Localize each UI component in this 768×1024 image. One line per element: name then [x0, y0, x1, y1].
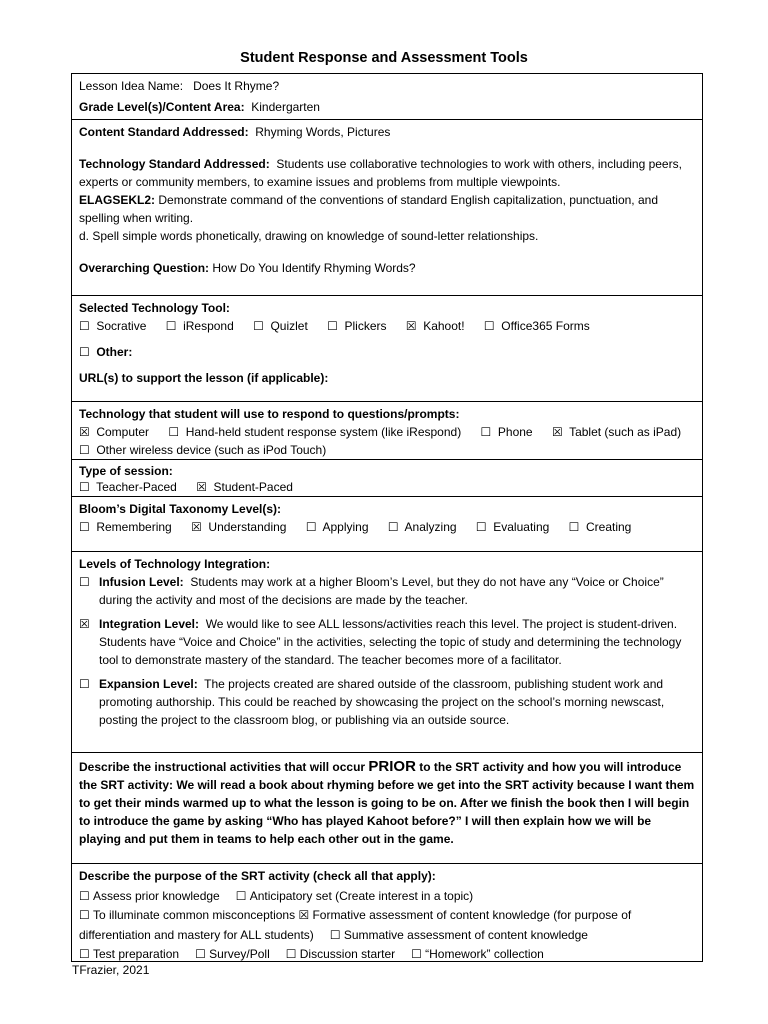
- technology-tool-section: [72, 295, 702, 401]
- checkbox-icon[interactable]: ☐: [79, 443, 90, 457]
- tool-option-label: Office365 Forms: [501, 319, 590, 333]
- footer-credit: TFrazier, 2021: [72, 963, 150, 977]
- level-name: Infusion Level:: [99, 575, 184, 589]
- checked-checkbox-icon[interactable]: ☒: [196, 480, 207, 494]
- tool-option-label: Quizlet: [270, 319, 308, 333]
- purpose-option-label: Assess prior knowledge: [93, 888, 220, 903]
- level-description: The projects created are shared outside of the classroom, publishing student work and promoting authorship. This could be reached by showcasing the project on the school’s morning newscast, posting the project to the classroom blog, or publishing via an outside source.: [99, 677, 665, 727]
- session-option-label: Student-Paced: [213, 480, 293, 494]
- blooms-options: [79, 518, 695, 536]
- checked-checkbox-icon[interactable]: ☒: [551, 425, 563, 439]
- content-standard-label: Content Standard Addressed:: [79, 125, 249, 139]
- checked-checkbox-icon[interactable]: ☒: [79, 425, 90, 439]
- tool-option-kahoot[interactable]: [406, 317, 465, 335]
- session-option-label: Teacher-Paced: [96, 480, 177, 494]
- device-option-handheld[interactable]: [168, 423, 461, 441]
- level-name: Expansion Level:: [99, 677, 198, 691]
- level-description: We would like to see ALL lessons/activities reach this level. The project is student-driven. Students have “Voice and Choice” in the activities, selecting the topic of study and determining the technology tool to demonstrate mastery of the standard. The teacher becomes more of a facilitator.: [99, 617, 682, 667]
- checkbox-icon[interactable]: ☐: [329, 927, 341, 942]
- purpose-option-label: Anticipatory set (Create interest in a topic): [249, 888, 474, 903]
- integration-option-expansion[interactable]: [79, 675, 695, 729]
- checked-checkbox-icon[interactable]: ☒: [405, 319, 417, 333]
- purpose-option-anticipatory-set[interactable]: [236, 887, 473, 907]
- checkbox-icon[interactable]: ☐: [285, 947, 297, 961]
- lesson-section: [72, 74, 702, 119]
- integration-option-integration[interactable]: [79, 615, 695, 669]
- prior-activities-section: [72, 752, 702, 863]
- tool-option-irespond[interactable]: [166, 317, 234, 335]
- tool-option-label: Plickers: [344, 319, 387, 333]
- session-option-teacher-paced[interactable]: [79, 479, 177, 495]
- checkbox-icon[interactable]: ☐: [79, 319, 90, 333]
- purpose-option-label: Test preparation: [93, 947, 180, 961]
- lesson-name-value: Does It Rhyme?: [193, 79, 280, 93]
- blooms-option-label: Creating: [585, 520, 632, 534]
- prior-text-before: Describe the instructional activities that will occur: [79, 760, 369, 774]
- level-name: Integration Level:: [99, 617, 200, 631]
- purpose-option-label: Formative assessment of content knowledge (for purpose of differentiation and mastery for ALL students): [79, 908, 632, 942]
- grade-label: Grade Level(s)/Content Area:: [79, 100, 245, 114]
- blooms-option-analyzing[interactable]: [388, 518, 457, 536]
- document-title: Student Response and Assessment Tools: [240, 50, 528, 66]
- overarching-question-value: How Do You Identify Rhyming Words?: [212, 261, 416, 275]
- tool-option-other[interactable]: [79, 343, 695, 361]
- level-description: Students may work at a higher Bloom’s Level, but they do not have any “Voice or Choice” during the activity and most of the decisions are made by the teacher.: [99, 575, 664, 607]
- checkbox-icon[interactable]: ☐: [79, 575, 90, 589]
- tool-option-quizlet[interactable]: [253, 317, 308, 335]
- standards-section: [72, 119, 702, 295]
- assessment-form: [71, 73, 703, 962]
- session-label: Type of session:: [79, 464, 173, 478]
- checkbox-icon[interactable]: ☐: [195, 947, 206, 961]
- device-option-phone[interactable]: [481, 423, 533, 441]
- purpose-option-misconceptions[interactable]: [79, 906, 295, 926]
- device-option-label: Hand-held student response system (like iRespond): [185, 425, 462, 439]
- blooms-section: [72, 496, 702, 551]
- purpose-option-test-prep[interactable]: [79, 945, 179, 961]
- checkbox-icon[interactable]: ☐: [79, 520, 90, 534]
- tool-option-socrative[interactable]: [79, 317, 146, 335]
- device-option-tablet[interactable]: [552, 423, 681, 441]
- checkbox-icon[interactable]: ☐: [411, 947, 422, 961]
- purpose-option-label: Survey/Poll: [209, 947, 270, 961]
- purpose-option-discussion-starter[interactable]: [286, 945, 395, 961]
- blooms-option-label: Remembering: [96, 520, 172, 534]
- checkbox-icon[interactable]: ☐: [79, 908, 90, 922]
- ela-standard-label: ELAGSEKL2:: [79, 193, 156, 207]
- blooms-option-label: Applying: [322, 520, 369, 534]
- device-option-computer[interactable]: [79, 423, 149, 441]
- session-options: [79, 479, 695, 495]
- purpose-label: Describe the purpose of the SRT activity (check all that apply):: [79, 869, 436, 883]
- blooms-option-creating[interactable]: [569, 518, 632, 536]
- checkbox-icon[interactable]: ☐: [168, 425, 180, 439]
- blooms-option-label: Understanding: [208, 520, 287, 534]
- ela-standard-value: Demonstrate command of the conventions of standard English capitalization, punctuation, and spelling when writing.: [79, 193, 658, 225]
- checked-checkbox-icon[interactable]: ☒: [298, 908, 310, 922]
- checkbox-icon[interactable]: ☐: [79, 947, 90, 961]
- checkbox-icon[interactable]: ☐: [253, 319, 264, 333]
- purpose-option-label: Summative assessment of content knowledge: [343, 927, 588, 942]
- session-section: [72, 459, 702, 496]
- checkbox-icon[interactable]: ☐: [327, 319, 338, 333]
- device-other-label: Other wireless device (such as iPod Touch): [96, 443, 327, 457]
- device-option-label: Tablet (such as iPad): [569, 425, 682, 439]
- checkbox-icon[interactable]: ☐: [568, 520, 580, 534]
- checkbox-icon[interactable]: ☐: [79, 480, 90, 494]
- checkbox-icon[interactable]: ☐: [483, 319, 495, 333]
- blooms-option-label: Analyzing: [404, 520, 457, 534]
- checkbox-icon[interactable]: ☐: [79, 888, 90, 903]
- tool-option-label: Kahoot!: [423, 319, 465, 333]
- checkbox-icon[interactable]: ☐: [79, 345, 90, 359]
- purpose-option-survey-poll[interactable]: [195, 945, 270, 961]
- prior-emphasis: PRIOR: [368, 758, 416, 775]
- checkbox-icon[interactable]: ☐: [480, 425, 492, 439]
- purpose-options: [79, 887, 695, 962]
- tool-option-office365-forms[interactable]: [484, 317, 590, 335]
- device-section: [72, 401, 702, 459]
- device-label: Technology that student will use to respond to questions/prompts:: [79, 407, 460, 421]
- device-option-label: Computer: [96, 425, 150, 439]
- blooms-option-understanding[interactable]: [191, 518, 286, 536]
- checked-checkbox-icon[interactable]: ☒: [79, 617, 90, 631]
- integration-section: [72, 551, 702, 752]
- device-options: [79, 423, 695, 441]
- technology-tool-options: [79, 317, 695, 335]
- purpose-section: [72, 863, 702, 961]
- checkbox-icon[interactable]: ☐: [235, 888, 247, 903]
- checkbox-icon[interactable]: ☐: [475, 520, 487, 534]
- grade-value: Kindergarten: [251, 100, 320, 114]
- purpose-option-label: To illuminate common misconceptions: [93, 908, 296, 922]
- purpose-option-summative[interactable]: [330, 926, 588, 946]
- tool-option-label: Socrative: [96, 319, 147, 333]
- content-standard-value: Rhyming Words, Pictures: [255, 125, 391, 139]
- lesson-name-label: Lesson Idea Name:: [79, 79, 184, 93]
- checkbox-icon[interactable]: ☐: [165, 319, 177, 333]
- checkbox-icon[interactable]: ☐: [79, 677, 90, 691]
- tool-option-label: iRespond: [183, 319, 234, 333]
- tech-standard-value: Students use collaborative technologies to work with others, including peers, experts or community members, to examine issues and problems from multiple viewpoints.: [79, 157, 682, 189]
- tech-standard-label: Technology Standard Addressed:: [79, 157, 270, 171]
- purpose-option-label: Discussion starter: [299, 947, 396, 961]
- technology-tool-label: Selected Technology Tool:: [79, 301, 230, 315]
- blooms-option-label: Evaluating: [493, 520, 550, 534]
- blooms-option-remembering[interactable]: [79, 518, 172, 536]
- session-option-student-paced[interactable]: [196, 479, 293, 495]
- prior-text-after: to the SRT activity and how you will introduce the SRT activity: We will read a book about rhyming before we get into the SRT activity because I want them to get their minds warmed up to what the lesson is going to be on. After we finish the book then I will begin to introduce the game by asking “Who has played Kahoot before?” I will then explain how we will be playing and put them in teams to help each other out in the game.: [79, 760, 695, 846]
- purpose-option-label: “Homework” collection: [425, 947, 544, 961]
- device-option-label: Phone: [497, 425, 533, 439]
- checkbox-icon[interactable]: ☐: [305, 520, 317, 534]
- tool-option-plickers[interactable]: [327, 317, 386, 335]
- checked-checkbox-icon[interactable]: ☒: [191, 520, 202, 534]
- overarching-question-label: Overarching Question:: [79, 261, 210, 275]
- blooms-option-evaluating[interactable]: [476, 518, 549, 536]
- blooms-option-applying[interactable]: [306, 518, 369, 536]
- ela-standard-d: d. Spell simple words phonetically, drawing on knowledge of sound-letter relationships.: [79, 229, 539, 243]
- blooms-label: Bloom’s Digital Taxonomy Level(s):: [79, 502, 282, 516]
- integration-label: Levels of Technology Integration:: [79, 557, 271, 571]
- url-label: URL(s) to support the lesson (if applicable):: [79, 371, 329, 385]
- purpose-option-assess-prior[interactable]: [79, 887, 220, 907]
- checkbox-icon[interactable]: ☐: [387, 520, 399, 534]
- tool-other-label: Other:: [96, 345, 133, 359]
- purpose-option-homework[interactable]: [411, 945, 544, 961]
- integration-option-infusion[interactable]: [79, 573, 695, 609]
- device-option-other[interactable]: [79, 441, 695, 459]
